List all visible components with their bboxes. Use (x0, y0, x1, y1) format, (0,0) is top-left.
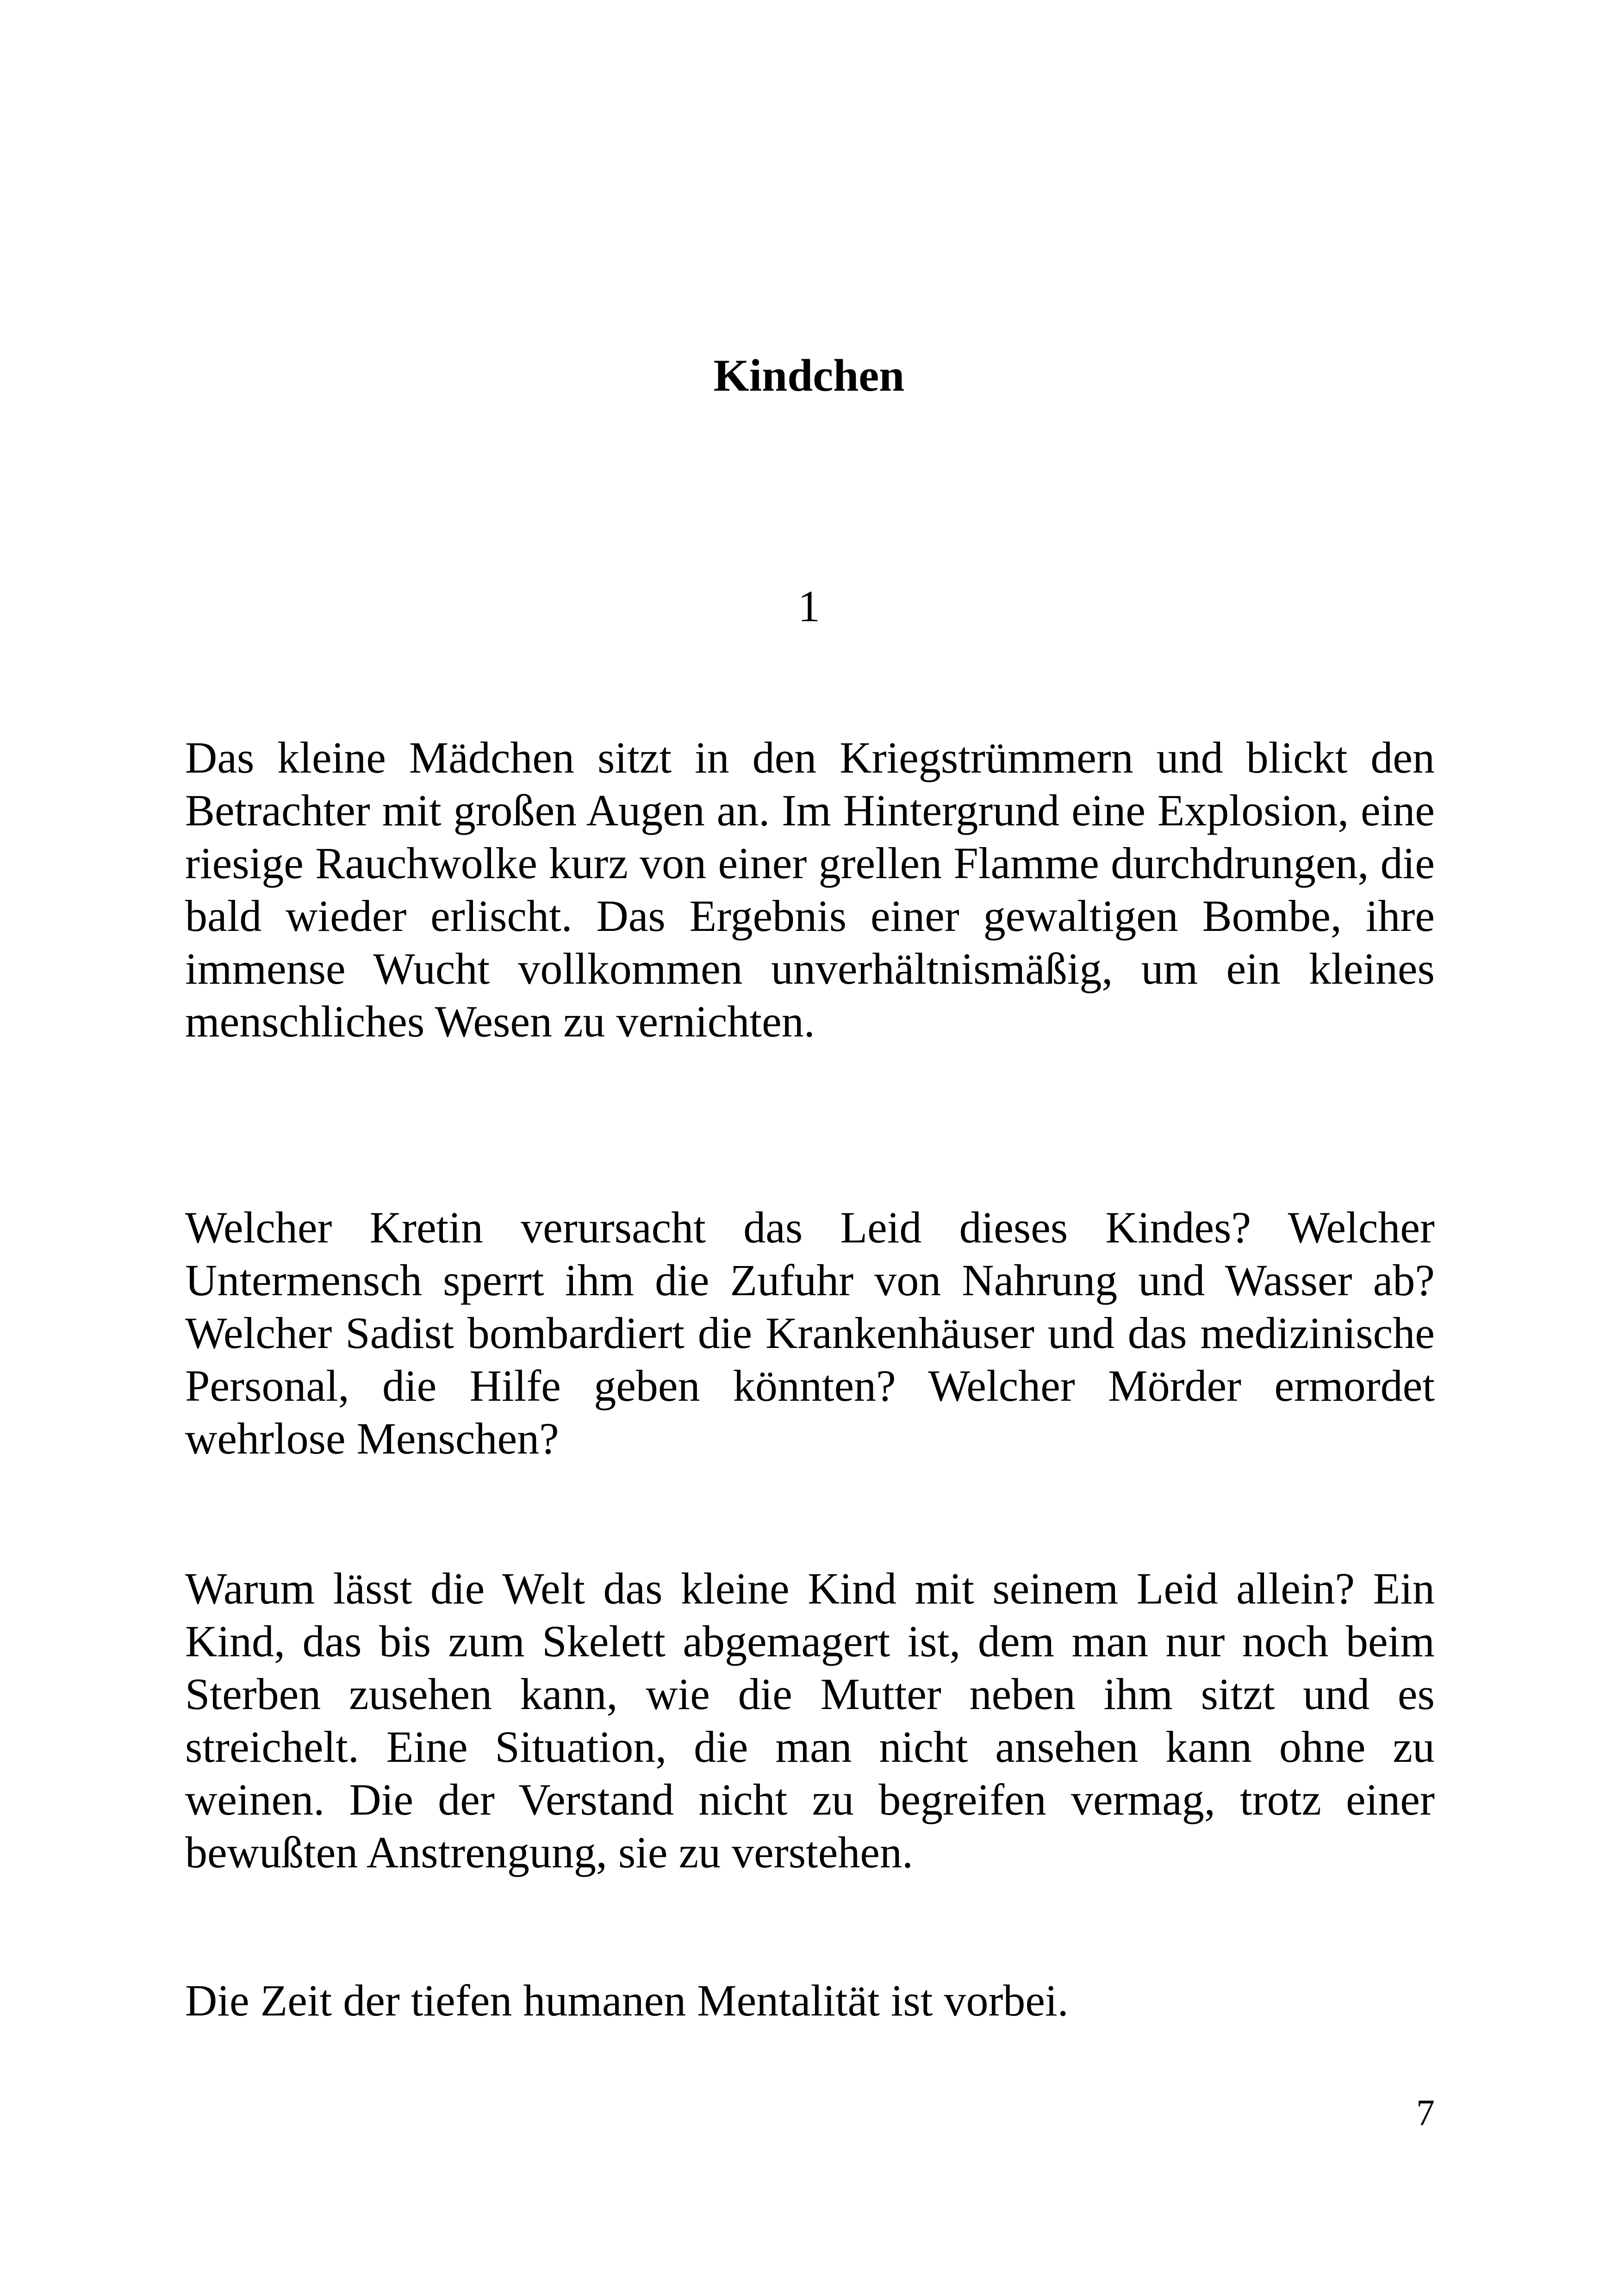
section-number: 1 (798, 581, 820, 631)
paragraph-2: Welcher Kretin verursacht das Leid dieses Kindes? Welcher Untermensch sperrt ihm die Zufuhr von Nahrung und Wasser ab? Welcher Sadist bombardiert die Krankenhäuser und das medizinische Personal, die Hilfe geben könnten? Welcher Mörder ermordet wehrlose Menschen? (185, 1203, 1435, 1463)
chapter-title: Kindchen (713, 350, 905, 401)
paragraph-1: Das kleine Mädchen sitzt in den Kriegstrümmern und blickt den Betrachter mit großen Augen an. Im Hintergrund eine Explosion, eine riesige Rauchwolke kurz von einer grellen Flamme durchdrungen, die bald wieder erlischt. Das Ergebnis einer gewaltigen Bombe, ihre immense Wucht vollkommen unverhältnismäßig, um ein kleines menschliches Wesen zu vernichten. (185, 733, 1435, 1046)
page-number: 7 (1416, 2093, 1435, 2134)
paragraph-3: Warum lässt die Welt das kleine Kind mit seinem Leid allein? Ein Kind, das bis zum Skelett abgemagert ist, dem man nur noch beim Sterben zusehen kann, wie die Mutter neben ihm sitzt und es streichelt. Eine Situation, die man nicht ansehen kann ohne zu weinen. Die der Verstand nicht zu begreifen vermag, trotz einer bewußten Anstrengung, sie zu verstehen. (185, 1564, 1435, 1877)
paragraph-4: Die Zeit der tiefen humanen Mentalität ist vorbei. (185, 1976, 1069, 2025)
